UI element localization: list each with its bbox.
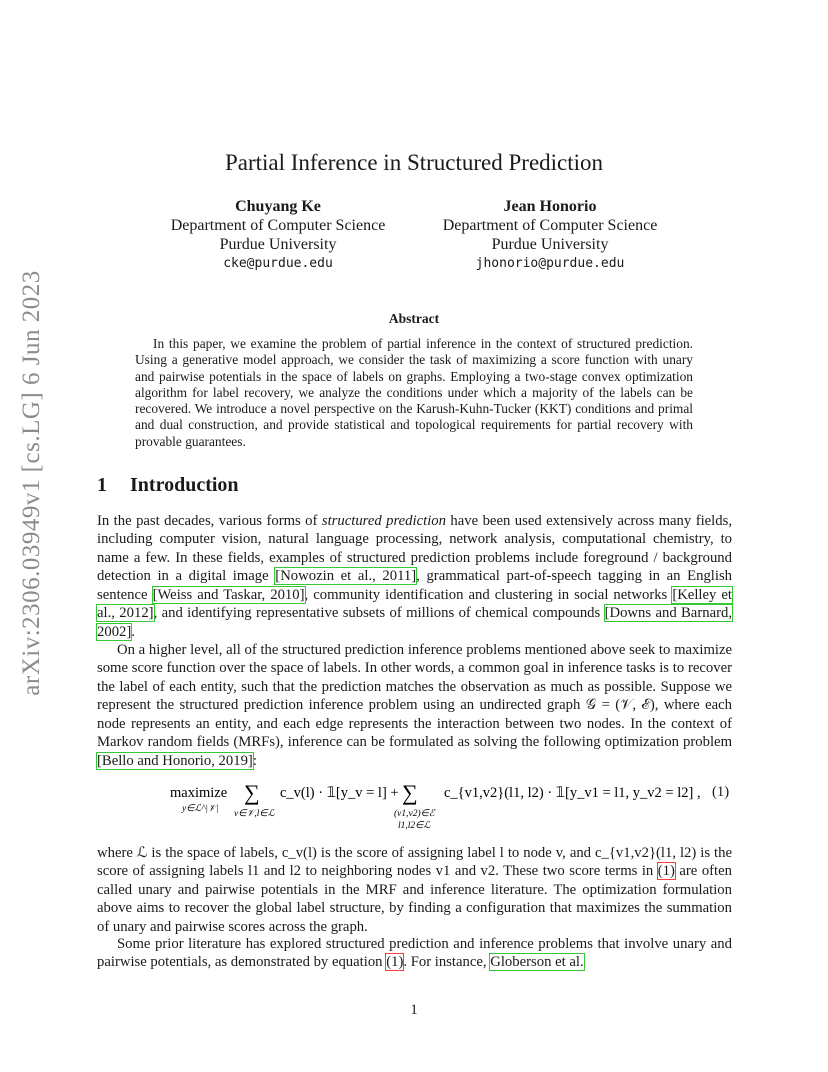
- text-run: Some prior literature has explored structured prediction and inference problems that involve unary and pairwise potentials, as demonstrated by equation: [97, 936, 732, 971]
- text-run: , grammatical part-of-speech tagging in an English sentence: [97, 568, 733, 603]
- equation-graphic: [170, 780, 710, 836]
- author-email: cke@purdue.edu: [223, 256, 333, 271]
- text-run: .: [131, 623, 135, 640]
- author-department: Department of Computer Science: [442, 217, 658, 234]
- citation-link[interactable]: Globerson et al.: [490, 954, 584, 971]
- author-email: jhonorio@purdue.edu: [475, 256, 625, 271]
- text-run: , community identification and clustering in social networks: [304, 586, 673, 603]
- author-block: [150, 197, 406, 273]
- eq-sum-sub: l1,l2∈ℒ: [398, 821, 431, 831]
- eq-sum-sub: v∈𝒱,l∈ℒ: [234, 809, 275, 819]
- equation: [170, 780, 710, 841]
- author-name: Chuyang Ke: [235, 198, 321, 215]
- author-university: Purdue University: [491, 236, 609, 253]
- text-run: are often called unary and pairwise potentials in the MRF and inference literature. The optimization formulation above aims to recover the global label structure, by finding a configuration that maximizes the summation of unary and pairwise scores across the graph.: [97, 863, 733, 935]
- text-run: In the past decades, various forms of: [97, 513, 322, 529]
- abstract-heading: Abstract: [388, 311, 440, 326]
- text-run: , and identifying representative subsets of millions of chemical compounds: [153, 605, 605, 622]
- paragraph: [97, 641, 732, 770]
- paragraph: [97, 935, 732, 972]
- paper-title: Partial Inference in Structured Prediction: [224, 150, 604, 175]
- eq-sum-sub: (v1,v2)∈ℰ: [394, 809, 435, 819]
- section-number: 1: [97, 474, 107, 496]
- eq-term: c_v(l) · 𝟙[y_v = l] +: [280, 785, 399, 801]
- citation-link[interactable]: [Downs and Barnard, 2002]: [97, 605, 732, 640]
- arxiv-sidebar: [12, 270, 52, 696]
- text-run: have been used extensively across many fields, including computer vision, natural language processing, network analysis, computational chemistry, to name a few. In these fields, examples of structured prediction problems include foreground / background detection in a digital image: [97, 513, 732, 585]
- eq-term: c_{v1,v2}(l1, l2) · 𝟙[y_v1 = l1, y_v2 = l2] ,: [444, 785, 701, 801]
- author-name: Jean Honorio: [503, 198, 597, 215]
- citation-link[interactable]: [Nowozin et al., 2011]: [275, 568, 417, 585]
- author-department: Department of Computer Science: [170, 217, 386, 234]
- eq-sum-sign: ∑: [244, 780, 260, 805]
- section-heading: [97, 474, 239, 497]
- text-run: where ℒ is the space of labels, c_v(l) is the score of assigning label l to node v, and c_{v1,v2}(l1, l2) is the score of assigning labels l1 and l2 to neighboring nodes v1 and v2. These two score terms in: [97, 845, 732, 880]
- eq-maximize: maximize: [170, 785, 228, 801]
- paragraph: [97, 512, 732, 641]
- citation-link[interactable]: [Weiss and Taskar, 2010]: [152, 586, 305, 603]
- equation-ref-link[interactable]: (1): [386, 954, 404, 971]
- citation-link[interactable]: [Kelley et al., 2012]: [97, 586, 732, 622]
- author-block: [422, 197, 678, 273]
- text-run: . For instance,: [403, 954, 491, 971]
- eq-maximize-sub: y∈ℒ^|𝒱|: [182, 804, 219, 814]
- section-title: Introduction: [130, 474, 239, 496]
- equation-ref-link[interactable]: (1): [657, 863, 675, 880]
- citation-link[interactable]: [Bello and Honorio, 2019]: [97, 752, 253, 769]
- paragraph: [97, 844, 732, 936]
- arxiv-identifier: arXiv:2306.03949v1 [cs.LG] 6 Jun 2023: [18, 270, 45, 696]
- abstract-text: In this paper, we examine the problem of partial inference in the context of structured prediction. Using a generative model approach, we consider the task of maximizing a score function with unary and pairwise potentials in the space of labels on graphs. Employing a two-stage convex optimization algorithm for label recovery, we analyze the conditions under which a majority of the labels can be recovered. We introduce a novel perspective on the Karush-Kuhn-Tucker (KKT) conditions and primal and dual construction, and provide statistical and topological requirements for partial recovery with provable guarantees.: [135, 336, 693, 449]
- author-university: Purdue University: [219, 236, 337, 253]
- eq-sum-sign: ∑: [402, 780, 418, 805]
- text-run: On a higher level, all of the structured prediction inference problems mentioned above seek to maximize some score function over the space of labels. In other words, a common goal in inference tasks is to recover the label of each entity, such that the prediction matches the observation as much as possible. Suppose we represent the structured prediction inference problem using an undirected graph 𝒢 = (𝒱, ℰ), where each node represents an entity, and each edge represents the interaction between two nodes. In the context of Markov random fields (MRFs), inference can be formulated as solving the following optimization problem: [97, 642, 732, 751]
- emphasis: structured prediction: [321, 513, 446, 529]
- equation-number: (1): [712, 784, 730, 800]
- text-run: :: [252, 752, 257, 769]
- page-number: 1: [410, 1002, 418, 1018]
